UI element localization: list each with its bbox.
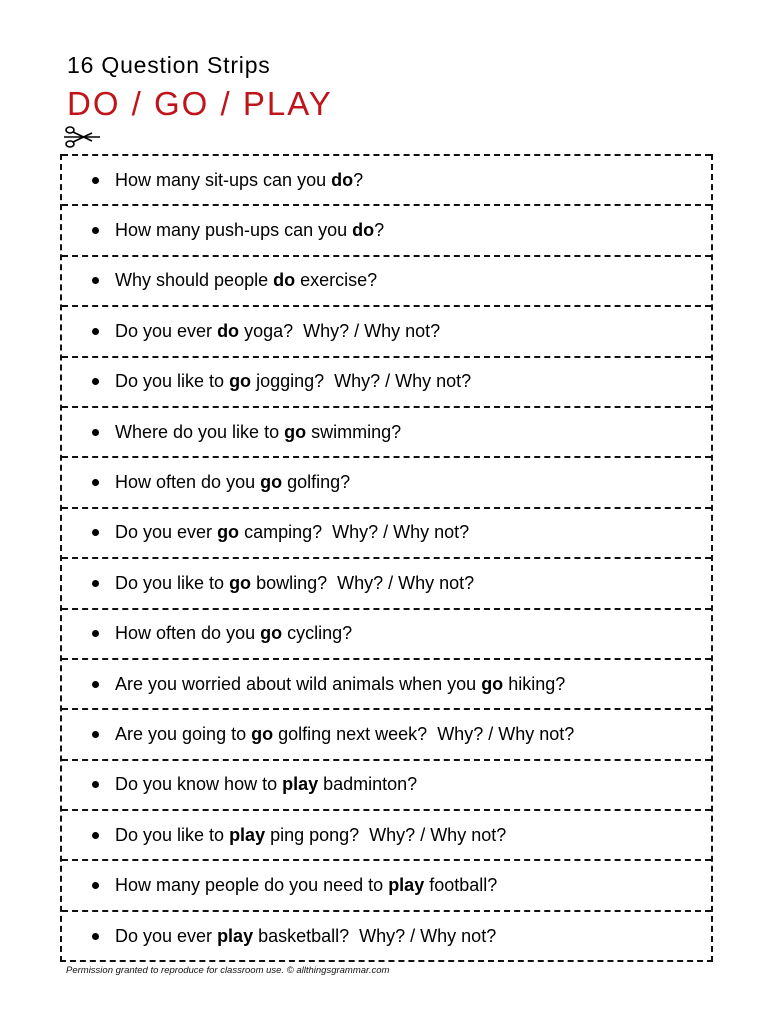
question-text [115, 825, 506, 846]
question-after: jogging? Why? / Why not? [251, 371, 472, 392]
question-text [115, 724, 574, 745]
question-verb: go [251, 723, 274, 744]
question-strip [62, 809, 711, 859]
question-after: ? [353, 169, 364, 190]
question-before: How often do you [115, 623, 261, 644]
question-strip [62, 456, 711, 506]
bullet-icon [92, 580, 99, 587]
bullet-icon [92, 429, 99, 436]
question-strip [62, 154, 711, 204]
question-before: Do you know how to [115, 774, 283, 795]
question-strip [62, 204, 711, 254]
question-verb: play [282, 774, 319, 795]
question-text [115, 573, 474, 594]
question-after: cycling? [282, 623, 353, 644]
question-strip [62, 608, 711, 658]
question-strip [62, 759, 711, 809]
question-after: camping? Why? / Why not? [239, 522, 470, 543]
bullet-icon [92, 681, 99, 688]
bullet-icon [92, 378, 99, 385]
question-verb: play [229, 824, 266, 845]
bullet-icon [92, 630, 99, 637]
question-before: Do you like to [115, 824, 230, 845]
question-verb: do [331, 169, 354, 190]
question-text [115, 270, 377, 291]
question-text [115, 371, 471, 392]
question-strip [62, 255, 711, 305]
question-text [115, 522, 469, 543]
question-before: Are you going to [115, 723, 252, 744]
question-after: football? [424, 875, 498, 896]
question-after: badminton? [318, 774, 418, 795]
question-before: Where do you like to [115, 421, 285, 442]
question-verb: go [481, 673, 504, 694]
question-before: Do you like to [115, 371, 230, 392]
question-after: golfing next week? Why? / Why not? [273, 723, 575, 744]
question-text [115, 674, 565, 695]
question-after: golfing? [282, 472, 351, 493]
question-verb: play [388, 875, 425, 896]
question-verb: go [229, 371, 252, 392]
bullet-icon [92, 529, 99, 536]
question-verb: go [260, 472, 283, 493]
question-text [115, 321, 440, 342]
question-verb: do [352, 220, 375, 241]
question-before: How often do you [115, 472, 261, 493]
question-after: hiking? [503, 673, 566, 694]
question-text [115, 926, 496, 947]
permission-footer: Permission granted to reproduce for classroom use. © allthingsgrammar.com [66, 965, 390, 976]
bullet-icon [92, 832, 99, 839]
question-strip [62, 507, 711, 557]
question-before: Why should people [115, 270, 274, 291]
question-after: swimming? [306, 421, 402, 442]
question-verb: go [217, 522, 240, 543]
question-after: bowling? Why? / Why not? [251, 572, 475, 593]
question-verb: go [260, 623, 283, 644]
question-text [115, 623, 352, 644]
bullet-icon [92, 227, 99, 234]
question-after: ping pong? Why? / Why not? [265, 824, 507, 845]
bullet-icon [92, 277, 99, 284]
question-before: How many sit-ups can you [115, 169, 332, 190]
question-strip [62, 859, 711, 909]
bullet-icon [92, 328, 99, 335]
question-verb: do [273, 270, 296, 291]
question-strip [62, 305, 711, 355]
bullet-icon [92, 781, 99, 788]
bullet-icon [92, 882, 99, 889]
question-text [115, 220, 384, 241]
question-text [115, 422, 401, 443]
question-verb: do [217, 320, 240, 341]
question-before: Do you like to [115, 572, 230, 593]
question-after: exercise? [295, 270, 378, 291]
question-before: How many push-ups can you [115, 220, 353, 241]
scissors-icon [62, 124, 102, 150]
question-strip [62, 910, 711, 960]
question-strip [62, 557, 711, 607]
bullet-icon [92, 177, 99, 184]
bullet-icon [92, 479, 99, 486]
worksheet-title: DO / GO / PLAY [67, 85, 333, 122]
question-after: yoga? Why? / Why not? [239, 320, 441, 341]
question-text [115, 774, 417, 795]
question-before: Are you worried about wild animals when you [115, 673, 482, 694]
question-text [115, 472, 350, 493]
bullet-icon [92, 933, 99, 940]
question-strip [62, 406, 711, 456]
question-strip [62, 658, 711, 708]
question-before: Do you ever [115, 522, 218, 543]
question-before: Do you ever [115, 320, 218, 341]
question-before: Do you ever [115, 925, 218, 946]
question-before: How many people do you need to [115, 875, 389, 896]
bullet-icon [92, 731, 99, 738]
question-strip-list [60, 154, 713, 962]
question-verb: go [284, 421, 307, 442]
question-strip [62, 356, 711, 406]
question-strip [62, 708, 711, 758]
question-verb: play [217, 925, 254, 946]
question-after: ? [374, 220, 385, 241]
question-text [115, 170, 363, 191]
question-after: basketball? Why? / Why not? [253, 925, 497, 946]
question-verb: go [229, 572, 252, 593]
question-text [115, 875, 497, 896]
worksheet-subtitle: 16 Question Strips [67, 52, 271, 78]
